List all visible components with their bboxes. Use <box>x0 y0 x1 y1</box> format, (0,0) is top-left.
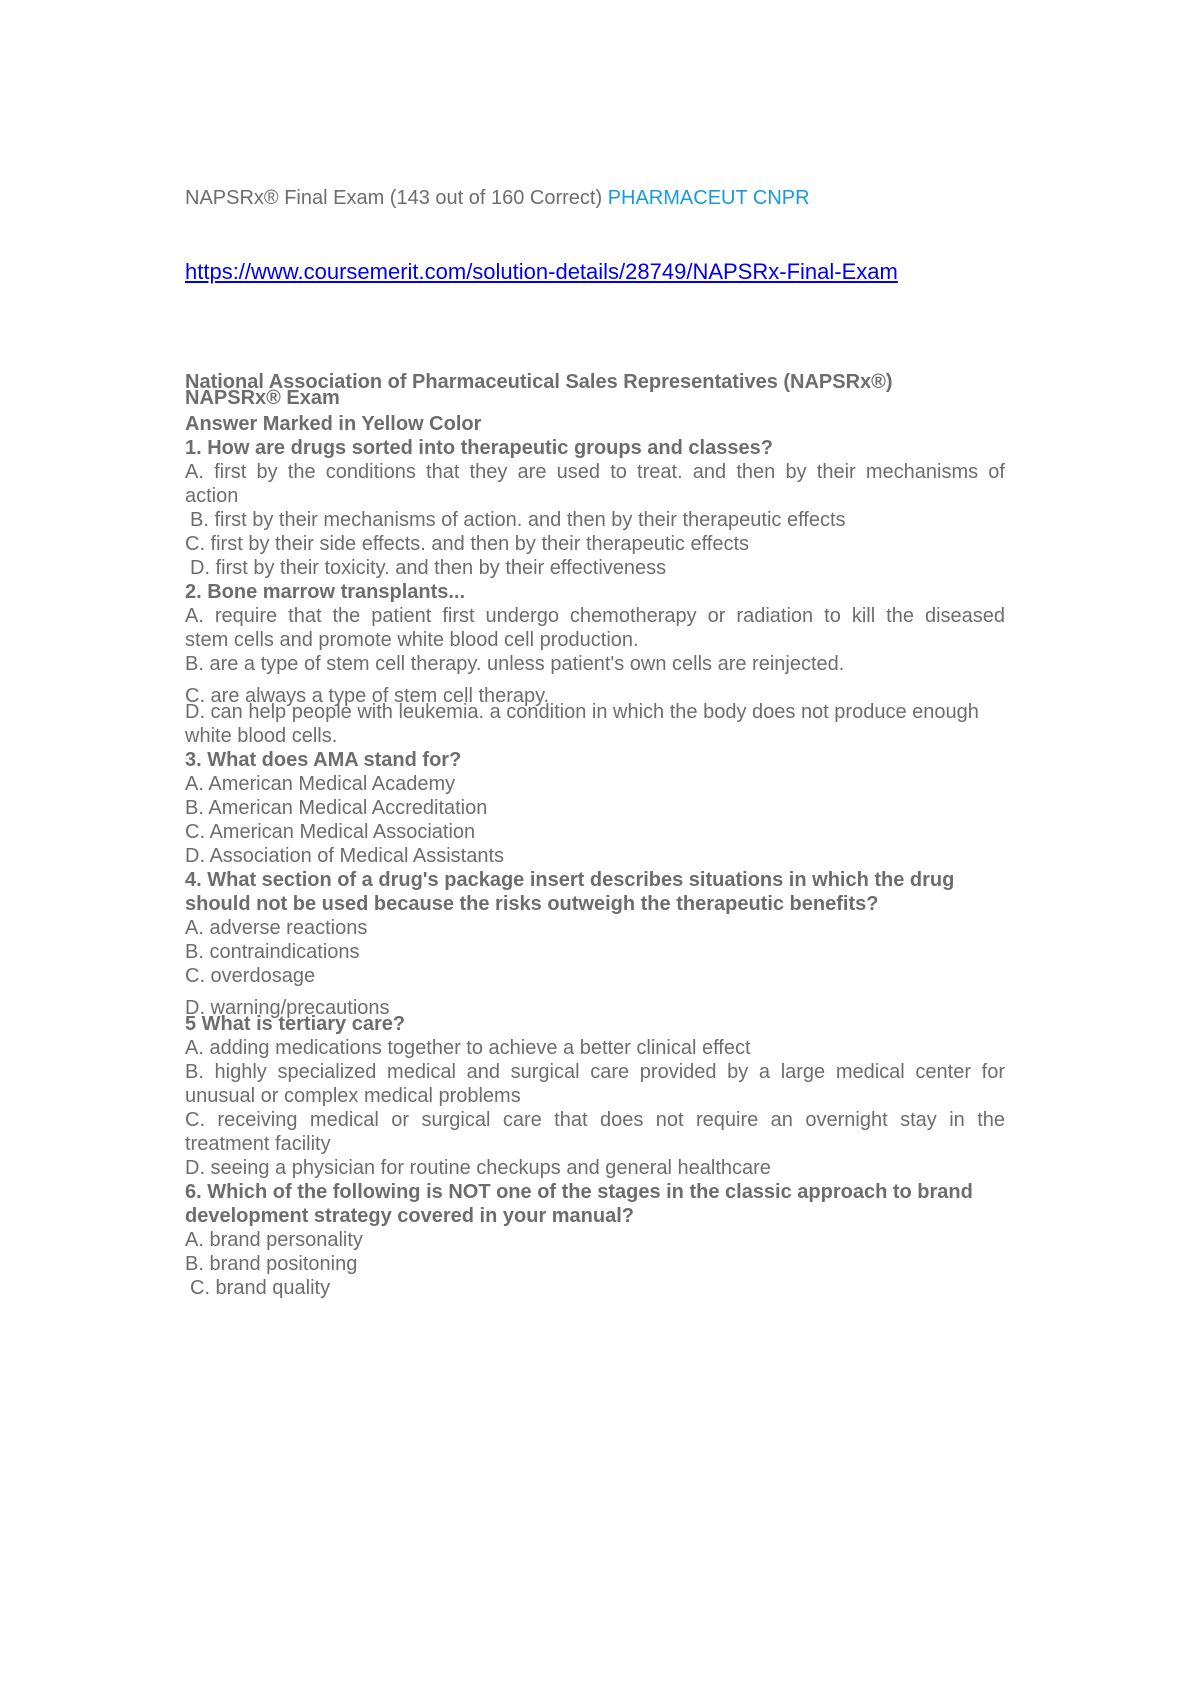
option-3a: A. American Medical Academy <box>185 773 456 795</box>
option-6a: A. brand personality <box>185 1229 363 1251</box>
option-2d-cont: white blood cells. <box>185 725 338 747</box>
exam-heading: NAPSRx® Exam <box>185 387 340 409</box>
question-5: 5 What is tertiary care? <box>185 1013 406 1035</box>
option-4a: A. adverse reactions <box>185 917 368 939</box>
title-accent: PHARMACEUT CNPR <box>607 187 810 209</box>
option-5d: D. seeing a physician for routine checkups and general healthcare <box>185 1157 771 1179</box>
option-4c: C. overdosage <box>185 965 316 987</box>
option-3b: B. American Medical Accreditation <box>185 797 488 819</box>
option-4d: D. warning/precautions <box>185 997 390 1019</box>
option-2a: A. require that the patient first undergo chemotherapy or radiation to kill the diseased <box>185 605 1005 627</box>
option-3c: C. American Medical Association <box>185 821 476 843</box>
option-5b-cont: unusual or complex medical problems <box>185 1085 521 1107</box>
source-link[interactable]: https://www.coursemerit.com/solution-details/28749/NAPSRx-Final-Exam <box>185 259 898 284</box>
option-3d: D. Association of Medical Assistants <box>185 845 505 867</box>
question-1: 1. How are drugs sorted into therapeutic groups and classes? <box>185 437 773 459</box>
option-6b: B. brand positoning <box>185 1253 358 1275</box>
title-text: NAPSRx® Final Exam (143 out of 160 Correct) <box>185 187 603 209</box>
org-heading: National Association of Pharmaceutical Sales Representatives (NAPSRx®) <box>185 371 893 393</box>
option-1c: C. first by their side effects. and then by their therapeutic effects <box>185 533 750 555</box>
question-3: 3. What does AMA stand for? <box>185 749 462 771</box>
question-4: 4. What section of a drug's package insert describes situations in which the drug <box>185 869 955 891</box>
question-6: 6. Which of the following is NOT one of the stages in the classic approach to brand <box>185 1181 973 1203</box>
document-title <box>185 186 810 210</box>
option-2a-cont: stem cells and promote white blood cell production. <box>185 629 639 651</box>
option-2c: C. are always a type of stem cell therapy. <box>185 685 550 707</box>
option-4b: B. contraindications <box>185 941 360 963</box>
option-1d: D. first by their toxicity. and then by their effectiveness <box>190 557 667 579</box>
option-5a: A. adding medications together to achieve a better clinical effect <box>185 1037 751 1059</box>
option-1a: A. first by the conditions that they are used to treat. and then by their mechanisms of <box>185 461 1005 483</box>
option-5c-cont: treatment facility <box>185 1133 331 1155</box>
option-2b: B. are a type of stem cell therapy. unless patient's own cells are reinjected. <box>185 653 845 675</box>
answer-note: Answer Marked in Yellow Color <box>185 413 482 435</box>
question-4-cont: should not be used because the risks outweigh the therapeutic benefits? <box>185 893 879 915</box>
question-6-cont: development strategy covered in your manual? <box>185 1205 635 1227</box>
question-2: 2. Bone marrow transplants... <box>185 581 466 603</box>
option-5c: C. receiving medical or surgical care that does not require an overnight stay in the <box>185 1109 1005 1131</box>
option-1a-cont: action <box>185 485 239 507</box>
option-5b: B. highly specialized medical and surgical care provided by a large medical center for <box>185 1061 1005 1083</box>
option-1b: B. first by their mechanisms of action. and then by their therapeutic effects <box>190 509 846 531</box>
option-6c: C. brand quality <box>190 1277 331 1299</box>
option-2d: D. can help people with leukemia. a condition in which the body does not produce enough <box>185 701 979 723</box>
